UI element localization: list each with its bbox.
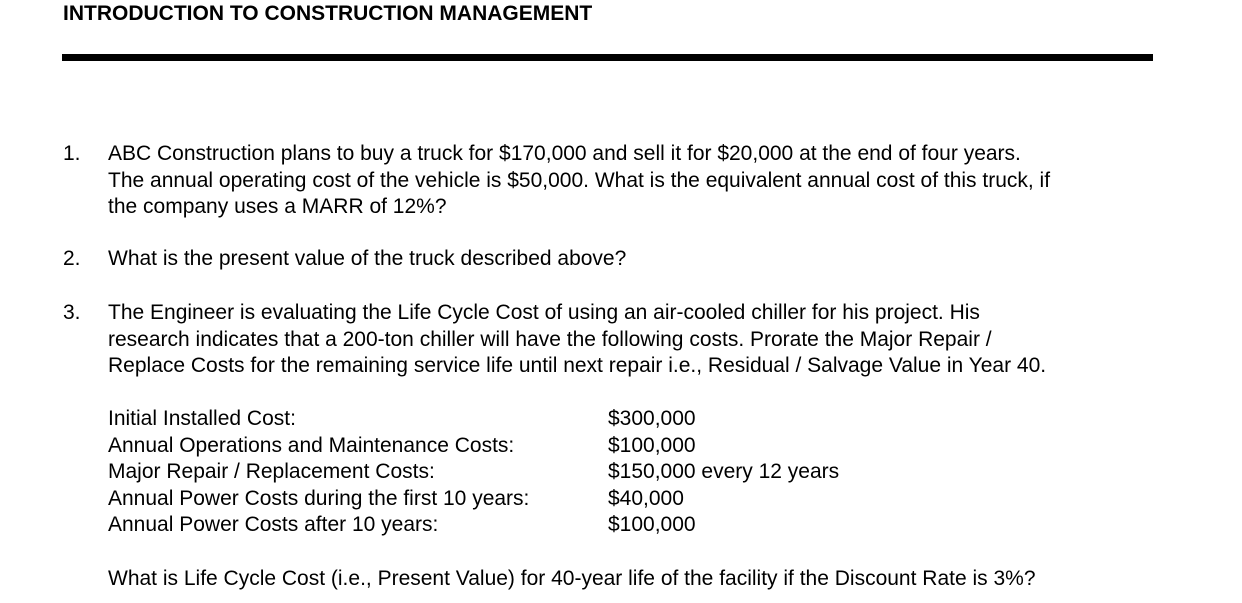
cost-label: Annual Power Costs during the first 10 years: xyxy=(108,486,530,510)
question-line: Replace Costs for the remaining service life until next repair i.e., Residual / Salvage Value in Year 40. xyxy=(108,354,1047,377)
question-line: The Engineer is evaluating the Life Cycle Cost of using an air-cooled chiller for his project. His xyxy=(108,301,980,324)
page-title: INTRODUCTION TO CONSTRUCTION MANAGEMENT xyxy=(63,2,593,25)
question-line: What is the present value of the truck described above? xyxy=(108,247,627,270)
question-line: The annual operating cost of the vehicle is $50,000. What is the equivalent annual cost of this truck, if xyxy=(108,168,1051,192)
cost-value: $300,000 xyxy=(608,407,696,430)
cost-value: $100,000 xyxy=(608,513,696,536)
cost-value: $40,000 xyxy=(608,486,684,510)
question-text xyxy=(108,141,1198,221)
question-line: research indicates that a 200-ton chiller will have the following costs. Prorate the Major Repair / xyxy=(108,327,992,351)
cost-value: $100,000 xyxy=(608,433,696,457)
question-line: the company uses a MARR of 12%? xyxy=(108,195,447,218)
question-text xyxy=(108,246,1198,273)
cost-label: Annual Operations and Maintenance Costs: xyxy=(108,433,515,457)
question-number: 2. xyxy=(63,247,81,270)
title-underline-rule xyxy=(62,54,1153,61)
question-line: ABC Construction plans to buy a truck for $170,000 and sell it for $20,000 at the end of four years. xyxy=(108,142,1021,165)
question-number: 3. xyxy=(63,301,81,324)
final-question: What is Life Cycle Cost (i.e., Present Value) for 40-year life of the facility if the Discount Rate is 3%? xyxy=(108,567,1036,590)
cost-label: Initial Installed Cost: xyxy=(108,407,296,430)
cost-value: $150,000 every 12 years xyxy=(608,460,840,483)
question-number: 1. xyxy=(63,142,81,165)
cost-label: Annual Power Costs after 10 years: xyxy=(108,513,439,536)
cost-label: Major Repair / Replacement Costs: xyxy=(108,460,435,483)
question-text xyxy=(108,300,1198,380)
